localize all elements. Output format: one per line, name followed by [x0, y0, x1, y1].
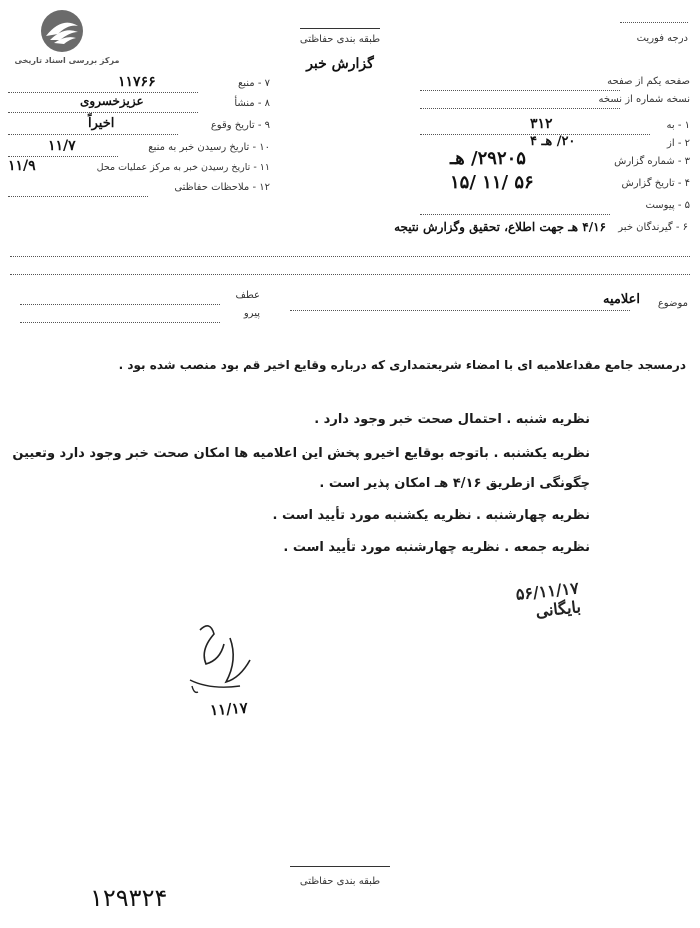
body-line: نظریه یکشنبه . باتوجه بوقایع اخیرو پخش این اعلامیه ها امکان صحت خبر وجود دارد وتعیین — [12, 446, 590, 461]
left-fields — [8, 74, 270, 198]
occurrence-date-label: ۹ - تاریخ وقوع — [210, 120, 270, 131]
recipients-value: ۴/۱۶ هـ جهت اطلاع، تحقیق وگزارش نتیجه — [394, 220, 606, 234]
page-label: صفحه یکم از صفحه — [607, 76, 690, 87]
source-label: ۷ - منبع — [237, 78, 270, 89]
page-title: گزارش خبر — [306, 56, 374, 72]
source-value: ۱۱۷۶۶ — [118, 74, 156, 90]
archive-emblem-icon — [32, 8, 92, 54]
report-date-value: ۱۵/ ۱۱/ ۵۶ — [450, 172, 534, 193]
attachment-label: ۵ - پیوست — [645, 200, 690, 211]
origin-value: عزیزخسروی — [80, 94, 144, 108]
from-label: ۲ - از — [667, 138, 690, 149]
follow-up-label: پیرو — [243, 308, 260, 319]
from-value: ۲۰/ هـ ۴ — [530, 134, 576, 149]
body-line: نظریه جمعه . نظریه چهارشنبه مورد تأیید است . — [283, 540, 590, 555]
body-line: نظریه چهارشنبه . نظریه یکشنبه مورد تأیید است . — [272, 508, 590, 523]
report-number-value: ۲۹۲۰۵/ هـ — [450, 148, 526, 169]
priority-label: درجه فوریت — [636, 33, 688, 44]
source-receipt-date-label: ۱۰ - تاریخ رسیدن خبر به منبع — [148, 142, 270, 153]
center-receipt-date-label: ۱۱ - تاریخ رسیدن خبر به مرکز عملیات محل — [96, 162, 270, 173]
recipients-label: ۶ - گیرندگان خبر — [618, 222, 688, 233]
reference-label: عطف — [235, 290, 260, 301]
body-line: چگونگی ازطریق ۴/۱۶ هـ امکان پذیر است . — [319, 476, 590, 491]
subject-value: اعلامیه — [603, 292, 640, 307]
handwritten-signature-icon — [180, 620, 290, 740]
security-notes-label: ۱۲ - ملاحظات حفاظتی — [174, 182, 270, 193]
subject-label: موضوع — [657, 298, 688, 309]
report-date-label: ۴ - تاریخ گزارش — [621, 178, 690, 189]
occurrence-date-value: اخیراً — [88, 116, 115, 131]
classification-top: طبقه بندی حفاظتی — [299, 34, 381, 45]
right-fields — [420, 76, 690, 236]
signature-note: ۱۱/۱۷ — [209, 698, 249, 720]
document-number: ۱۲۹۳۲۴ — [90, 884, 168, 912]
logo-text: مرکز بررسی اسناد تاریخی — [14, 56, 120, 65]
copy-label: نسخه شماره از نسخه — [598, 94, 690, 105]
center-receipt-date-value: ۱۱/۹ — [8, 158, 36, 174]
source-receipt-date-value: ۱۱/۷ — [48, 138, 76, 154]
body-line: نظریه شنبه . احتمال صحت خبر وجود دارد . — [314, 412, 590, 427]
to-label: ۱ - به — [666, 120, 690, 131]
body-intro: درمسجد جامع مقداعلامیه ای با امضاء شریعتمداری که درباره وقایع اخیر قم بود منصب شده بود . — [118, 358, 686, 372]
report-number-label: ۳ - شماره گزارش — [614, 156, 690, 167]
origin-label: ۸ - منشأ — [234, 98, 270, 109]
archive-logo — [12, 8, 122, 78]
to-value: ۳۱۲ — [530, 116, 553, 132]
handwritten-note: ۵۶/۱۱/۱۷ بایگانی — [514, 578, 582, 621]
classification-bottom: طبقه بندی حفاظتی — [299, 876, 381, 887]
